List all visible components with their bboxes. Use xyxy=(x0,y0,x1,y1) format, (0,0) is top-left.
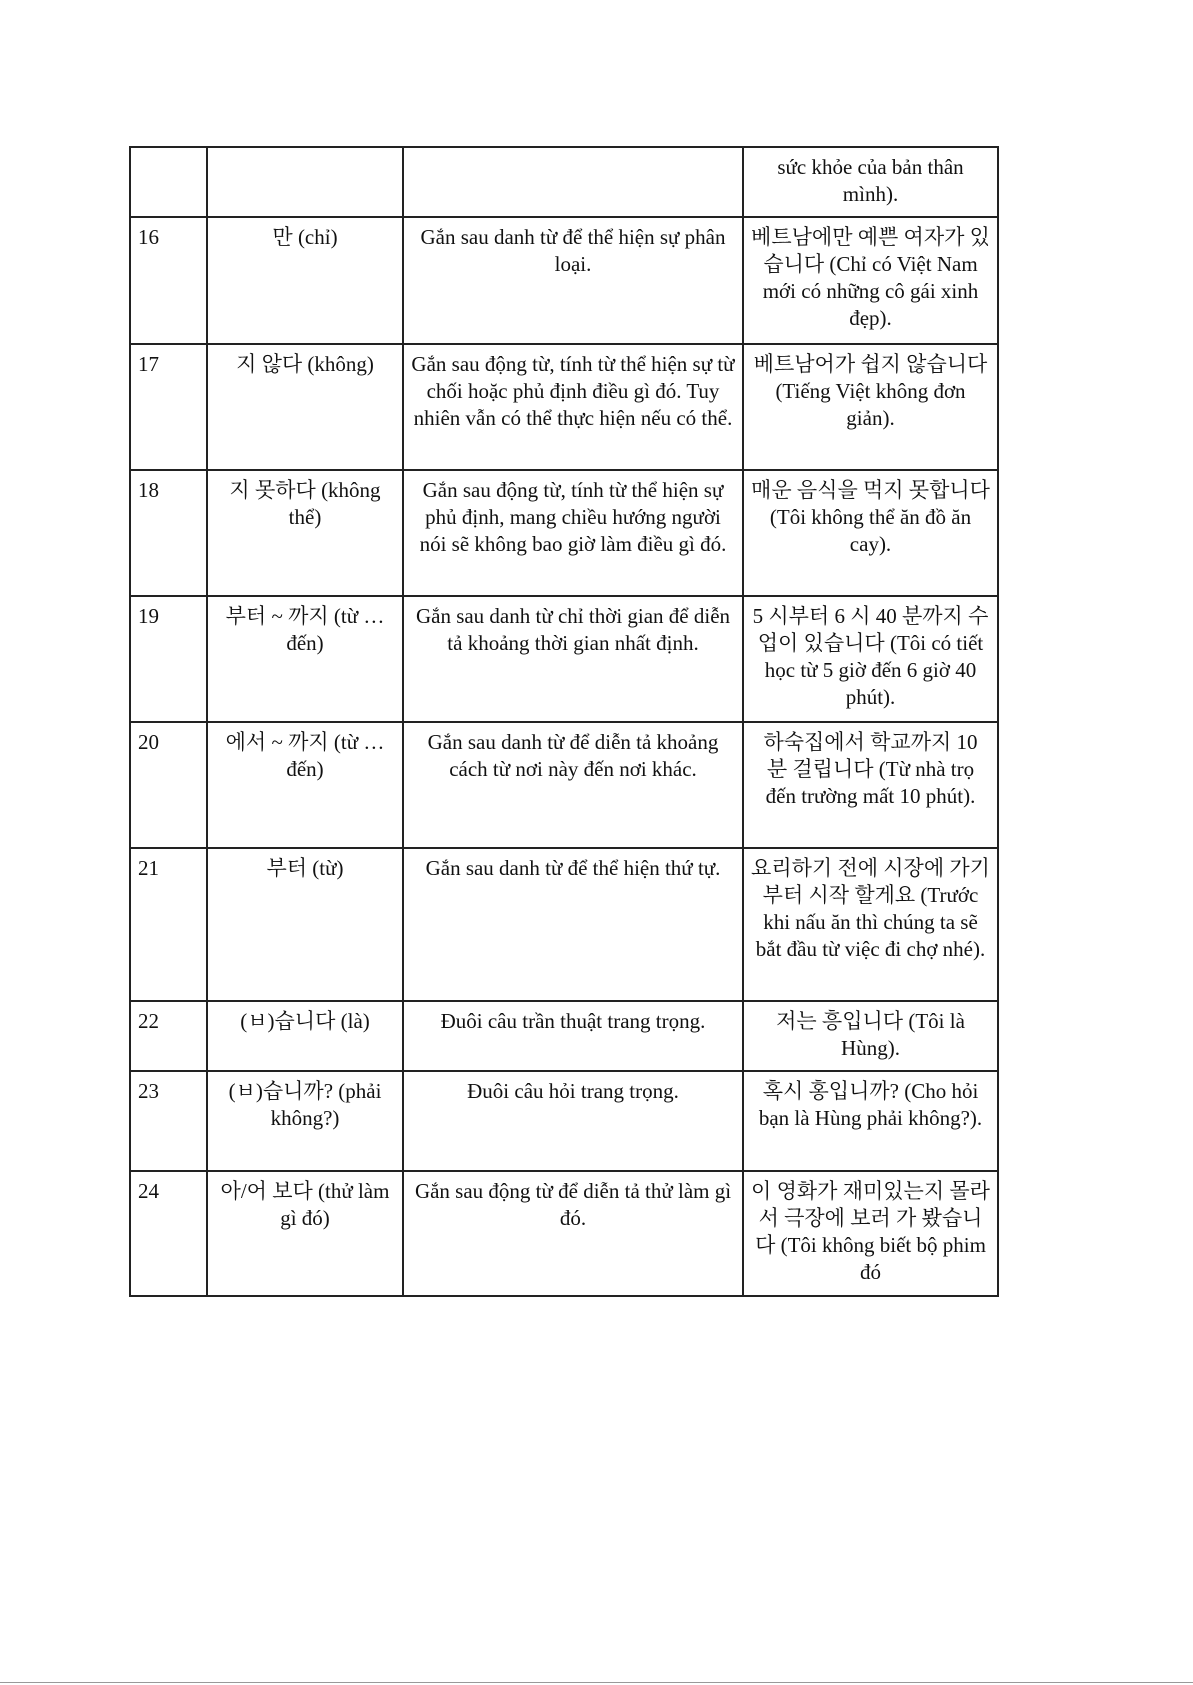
row-number: 21 xyxy=(130,848,207,1001)
grammar-pattern: 만 (chỉ) xyxy=(207,217,403,344)
row-number: 20 xyxy=(130,722,207,848)
grammar-description: Gắn sau danh từ để diễn tả khoảng cách từ nơi này đến nơi khác. xyxy=(403,722,743,848)
row-number: 16 xyxy=(130,217,207,344)
grammar-description: Đuôi câu hỏi trang trọng. xyxy=(403,1071,743,1171)
grammar-description: Gắn sau động từ để diễn tả thử làm gì đó. xyxy=(403,1171,743,1296)
grammar-example: sức khỏe của bản thân mình). xyxy=(743,147,998,217)
table-row xyxy=(130,470,998,596)
grammar-description: Đuôi câu trần thuật trang trọng. xyxy=(403,1001,743,1071)
grammar-pattern: 부터 ~ 까지 (từ … đến) xyxy=(207,596,403,722)
grammar-description: Gắn sau danh từ chỉ thời gian để diễn tả khoảng thời gian nhất định. xyxy=(403,596,743,722)
row-number xyxy=(130,147,207,217)
grammar-example: 하숙집에서 학교까지 10 분 걸립니다 (Từ nhà trọ đến trường mất 10 phút). xyxy=(743,722,998,848)
row-number: 24 xyxy=(130,1171,207,1296)
grammar-pattern: 지 못하다 (không thể) xyxy=(207,470,403,596)
row-number: 22 xyxy=(130,1001,207,1071)
grammar-description xyxy=(403,147,743,217)
table-row xyxy=(130,596,998,722)
grammar-example: 베트남에만 예쁜 여자가 있습니다 (Chỉ có Việt Nam mới có những cô gái xinh đẹp). xyxy=(743,217,998,344)
table-row xyxy=(130,147,998,217)
table-row xyxy=(130,1001,998,1071)
grammar-pattern: 지 않다 (không) xyxy=(207,344,403,470)
grammar-example: 혹시 홍입니까? (Cho hỏi bạn là Hùng phải không?). xyxy=(743,1071,998,1171)
row-number: 23 xyxy=(130,1071,207,1171)
grammar-example: 5 시부터 6 시 40 분까지 수업이 있습니다 (Tôi có tiết học từ 5 giờ đến 6 giờ 40 phút). xyxy=(743,596,998,722)
grammar-example: 베트남어가 쉽지 않습니다 (Tiếng Việt không đơn giản). xyxy=(743,344,998,470)
grammar-example: 저는 흥입니다 (Tôi là Hùng). xyxy=(743,1001,998,1071)
table-row xyxy=(130,1171,998,1296)
table-row xyxy=(130,1071,998,1171)
grammar-description: Gắn sau động từ, tính từ thể hiện sự từ chối hoặc phủ định điều gì đó. Tuy nhiên vẫn có thể thực hiện nếu có thể. xyxy=(403,344,743,470)
grammar-example: 매운 음식을 먹지 못합니다 (Tôi không thể ăn đồ ăn cay). xyxy=(743,470,998,596)
grammar-pattern: (ㅂ)습니까? (phải không?) xyxy=(207,1071,403,1171)
row-number: 18 xyxy=(130,470,207,596)
row-number: 17 xyxy=(130,344,207,470)
grammar-example: 이 영화가 재미있는지 몰라서 극장에 보러 가 봤습니다 (Tôi không biết bộ phim đó xyxy=(743,1171,998,1296)
table-row xyxy=(130,344,998,470)
grammar-example: 요리하기 전에 시장에 가기부터 시작 할게요 (Trước khi nấu ăn thì chúng ta sẽ bắt đầu từ việc đi chợ nhé). xyxy=(743,848,998,1001)
table-row xyxy=(130,722,998,848)
grammar-description: Gắn sau động từ, tính từ thể hiện sự phủ định, mang chiều hướng người nói sẽ không bao giờ làm điều gì đó. xyxy=(403,470,743,596)
grammar-pattern: 부터 (từ) xyxy=(207,848,403,1001)
row-number: 19 xyxy=(130,596,207,722)
grammar-description: Gắn sau danh từ để thể hiện thứ tự. xyxy=(403,848,743,1001)
grammar-description: Gắn sau danh từ để thể hiện sự phân loại. xyxy=(403,217,743,344)
table-row xyxy=(130,848,998,1001)
grammar-pattern xyxy=(207,147,403,217)
grammar-pattern: 아/어 보다 (thử làm gì đó) xyxy=(207,1171,403,1296)
grammar-table xyxy=(129,146,999,1297)
table-row xyxy=(130,217,998,344)
grammar-pattern: (ㅂ)습니다 (là) xyxy=(207,1001,403,1071)
page-bottom-rule xyxy=(0,1682,1193,1683)
grammar-pattern: 에서 ~ 까지 (từ … đến) xyxy=(207,722,403,848)
